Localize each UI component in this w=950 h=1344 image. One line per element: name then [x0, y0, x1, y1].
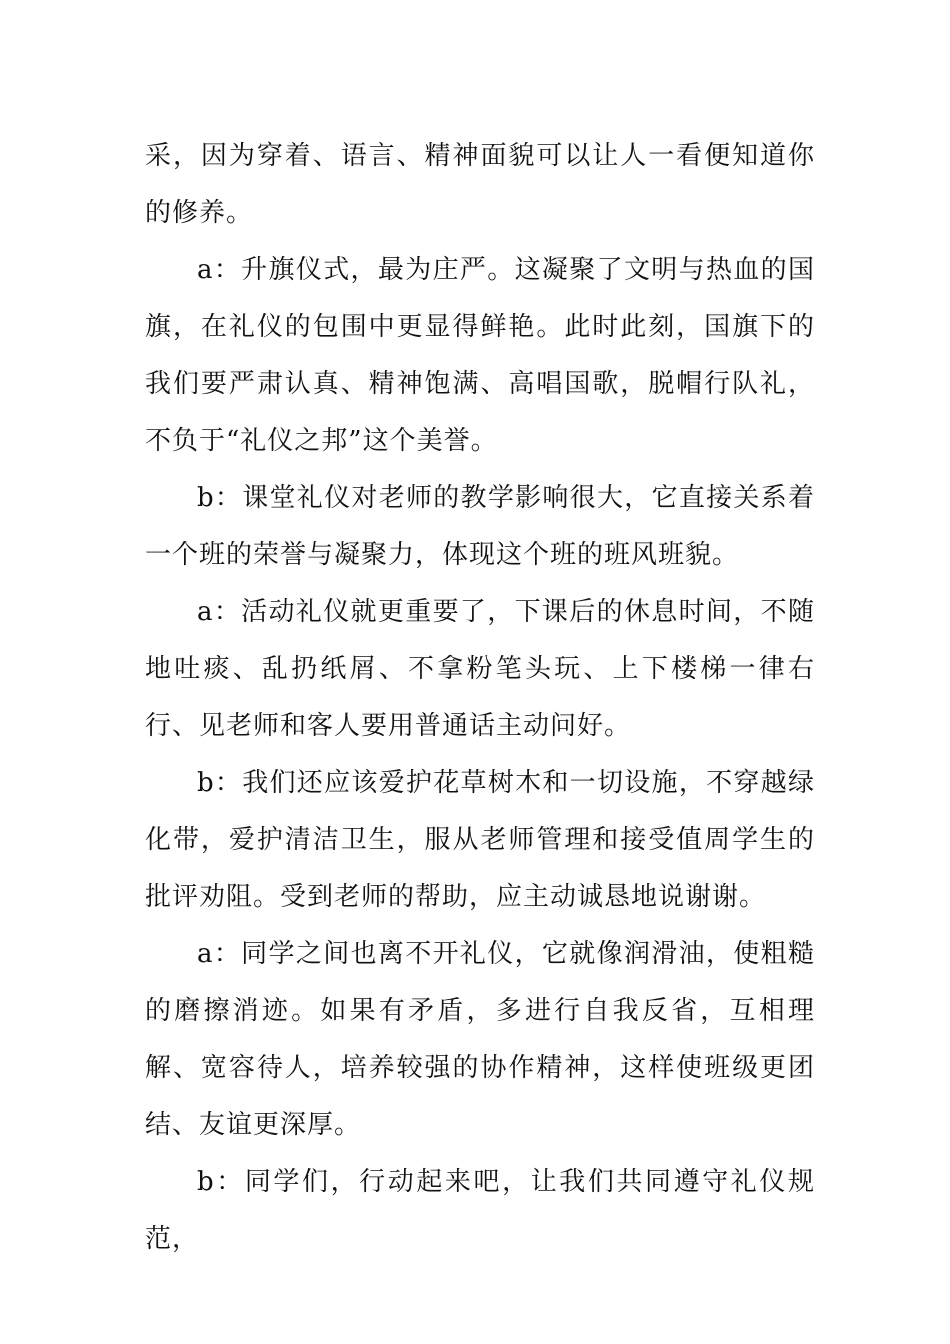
paragraph-activity-etiquette: a：活动礼仪就更重要了，下课后的休息时间，不随地吐痰、乱扔纸屑、不拿粉笔头玩、上下楼梯一律右行、见老师和客人要用普通话主动问好。 — [145, 597, 815, 741]
paragraph-classroom-etiquette: b：课堂礼仪对老师的教学影响很大，它直接关系着一个班的荣誉与凝聚力，体现这个班的班风班貌。 — [145, 483, 815, 570]
paragraph-continuation: 采，因为穿着、语言、精神面貌可以让人一看便知道你的修养。 — [145, 141, 815, 228]
paragraph-care-facilities: b：我们还应该爱护花草树木和一切设施，不穿越绿化带，爱护清洁卫生，服从老师管理和接受值周学生的批评劝阻。受到老师的帮助，应主动诚恳地说谢谢。 — [145, 768, 815, 912]
document-body — [145, 128, 815, 1268]
paragraph-call-to-action: b：同学们，行动起来吧，让我们共同遵守礼仪规范， — [145, 1167, 815, 1254]
paragraph-flag-ceremony: a：升旗仪式，最为庄严。这凝聚了文明与热血的国旗，在礼仪的包围中更显得鲜艳。此时此刻，国旗下的我们要严肃认真、精神饱满、高唱国歌，脱帽行队礼，不负于“礼仪之邦”这个美誉。 — [145, 255, 815, 456]
paragraph-classmate-etiquette: a：同学之间也离不开礼仪，它就像润滑油，使粗糙的磨擦消迹。如果有矛盾，多进行自我反省，互相理解、宽容待人，培养较强的协作精神，这样使班级更团结、友谊更深厚。 — [145, 939, 815, 1140]
